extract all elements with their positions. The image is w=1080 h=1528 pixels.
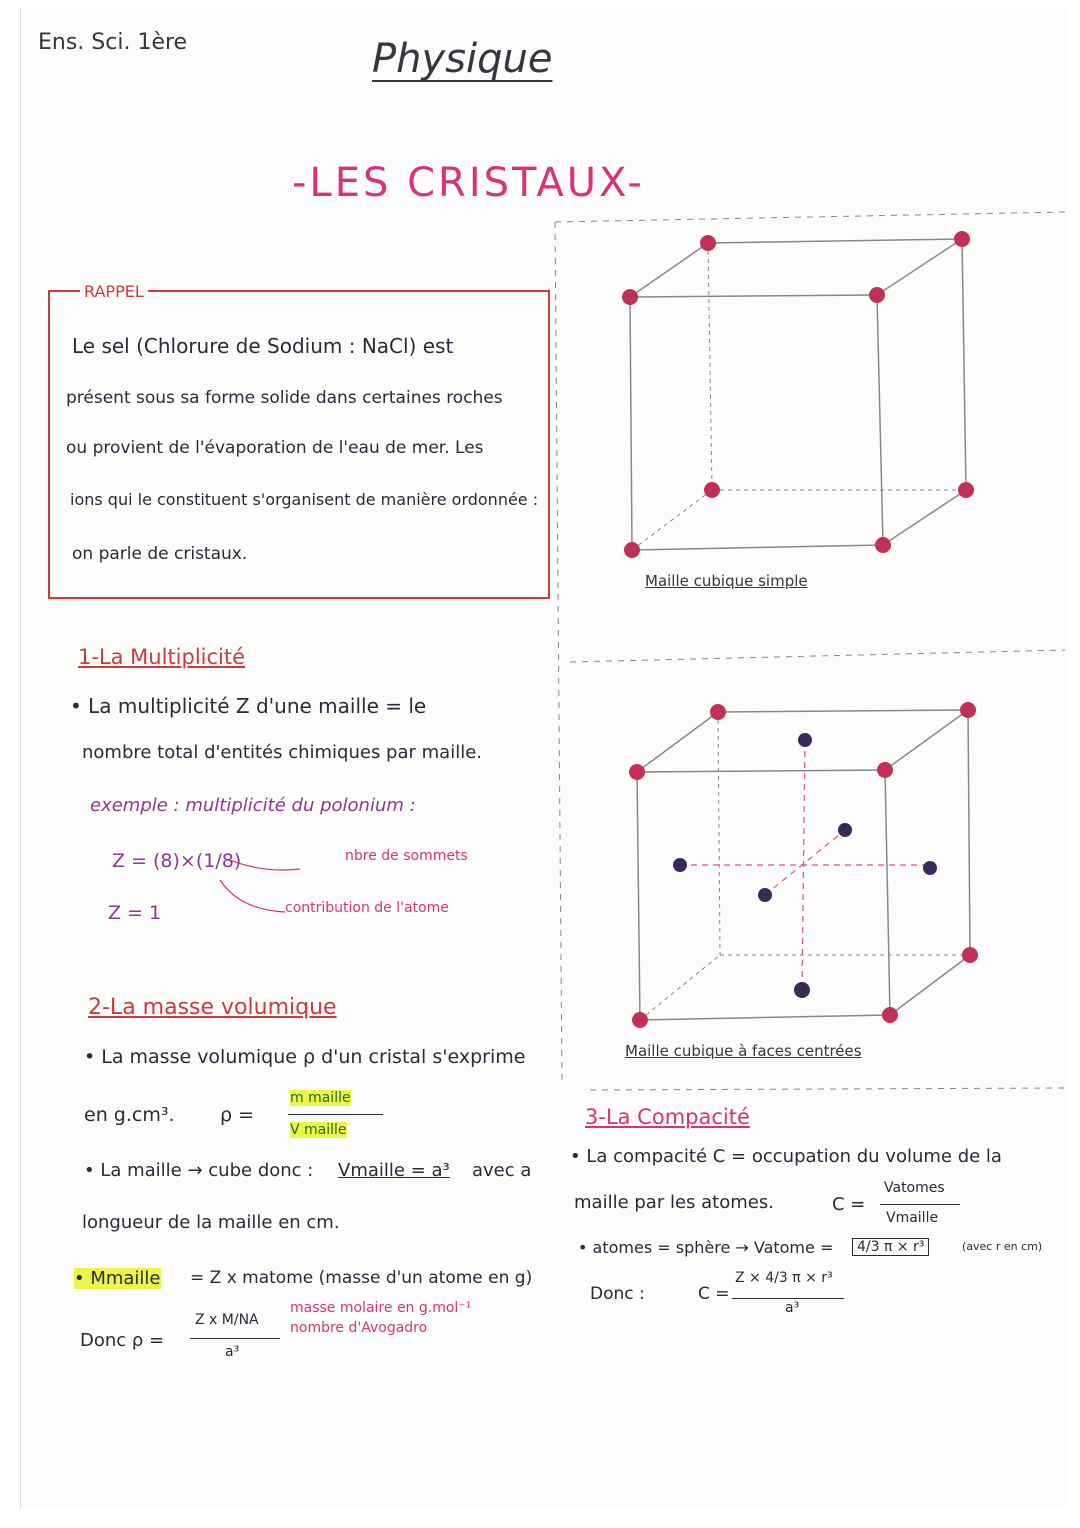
c-eq: C = xyxy=(832,1194,866,1215)
caption-fcc: Maille cubique à faces centrées xyxy=(625,1042,862,1060)
annot-sommets: nbre de sommets xyxy=(345,848,468,864)
rho2-den: a³ xyxy=(225,1344,240,1360)
rappel-line: ou provient de l'évaporation de l'eau de mer. Les xyxy=(66,438,484,458)
annot-avogadro: nombre d'Avogadro xyxy=(290,1320,428,1336)
example-line: exemple : multiplicité du polonium : xyxy=(90,795,416,816)
c-den: Vmaille xyxy=(886,1210,939,1226)
section1-line: • La multiplicité Z d'une maille = le xyxy=(70,694,427,718)
mmaille-eq: = Z x matome (masse d'un atome en g) xyxy=(190,1268,533,1288)
section2-line: • La masse volumique ρ d'un cristal s'exprime xyxy=(84,1046,526,1068)
vatome-formula: 4/3 π × r³ xyxy=(852,1238,929,1256)
c-num: Vatomes xyxy=(884,1180,945,1196)
avec-r: (avec r en cm) xyxy=(962,1240,1043,1253)
atom-icon xyxy=(629,764,645,780)
annot-masse-molaire: masse molaire en g.mol⁻¹ xyxy=(290,1300,472,1316)
section3-sphere: • atomes = sphère → Vatome = xyxy=(578,1238,834,1257)
atom-icon xyxy=(869,287,885,303)
face-atom-icon xyxy=(794,982,810,998)
face-atom-icon xyxy=(758,888,772,902)
section2-heading: 2-La masse volumique xyxy=(88,995,337,1020)
atom-icon xyxy=(710,704,726,720)
face-atom-icon xyxy=(673,858,687,872)
face-atom-icon xyxy=(923,861,937,875)
atom-icon xyxy=(954,231,970,247)
atom-icon xyxy=(704,482,720,498)
class-label: Ens. Sci. 1ère xyxy=(38,30,188,55)
face-atom-icon xyxy=(838,823,852,837)
section2-cube: • La maille → cube donc : xyxy=(84,1160,314,1181)
z-formula: Z = (8)×(1/8) xyxy=(112,850,242,872)
rappel-line: on parle de cristaux. xyxy=(72,544,248,564)
annot-contribution: contribution de l'atome xyxy=(285,900,449,916)
atom-icon xyxy=(877,762,893,778)
fcc-diagram xyxy=(600,690,1000,1040)
mmaille-label: • Mmaille xyxy=(74,1268,161,1289)
section3-line: maille par les atomes. xyxy=(574,1192,774,1213)
simple-cubic-diagram xyxy=(600,225,1000,585)
rappel-line: Le sel (Chlorure de Sodium : NaCl) est xyxy=(72,334,454,358)
atom-icon xyxy=(624,542,640,558)
section2-longueur: longueur de la maille en cm. xyxy=(82,1212,340,1233)
c2-eq: C = xyxy=(698,1284,730,1304)
section1-heading: 1-La Multiplicité xyxy=(78,645,246,669)
section2-unit: en g.cm³. xyxy=(84,1104,175,1126)
section3-heading: 3-La Compacité xyxy=(585,1105,750,1129)
subject-title: Physique xyxy=(372,36,553,82)
atom-icon xyxy=(962,947,978,963)
rho-den: V maille xyxy=(290,1122,347,1138)
atom-icon xyxy=(875,537,891,553)
c2-den: a³ xyxy=(785,1300,800,1316)
rappel-line: présent sous sa forme solide dans certaines roches xyxy=(66,388,503,408)
face-atom-icon xyxy=(798,733,812,747)
section3-line: • La compacité C = occupation du volume de la xyxy=(570,1146,1002,1167)
rappel-line: ions qui le constituent s'organisent de manière ordonnée : xyxy=(70,490,539,509)
rho-num: m maille xyxy=(290,1090,351,1106)
rho2-num: Z x M/NA xyxy=(195,1312,259,1328)
atom-icon xyxy=(622,289,638,305)
atom-icon xyxy=(882,1007,898,1023)
atom-icon xyxy=(960,702,976,718)
vmaille-eq: Vmaille = a³ xyxy=(338,1160,450,1181)
c2-num: Z × 4/3 π × r³ xyxy=(735,1270,833,1286)
atom-icon xyxy=(700,235,716,251)
donc-rho: Donc ρ = xyxy=(80,1330,165,1351)
section2-avec: avec a xyxy=(472,1160,532,1181)
z-result: Z = 1 xyxy=(108,902,162,924)
rho-eq: ρ = xyxy=(220,1104,255,1126)
atom-icon xyxy=(632,1012,648,1028)
atom-icon xyxy=(958,482,974,498)
rappel-label: RAPPEL xyxy=(80,282,148,301)
donc-c: Donc : xyxy=(590,1284,645,1304)
section1-line: nombre total d'entités chimiques par maille. xyxy=(82,742,482,763)
caption-simple-cubic: Maille cubique simple xyxy=(645,572,808,590)
page-title: -LES CRISTAUX- xyxy=(292,160,645,206)
